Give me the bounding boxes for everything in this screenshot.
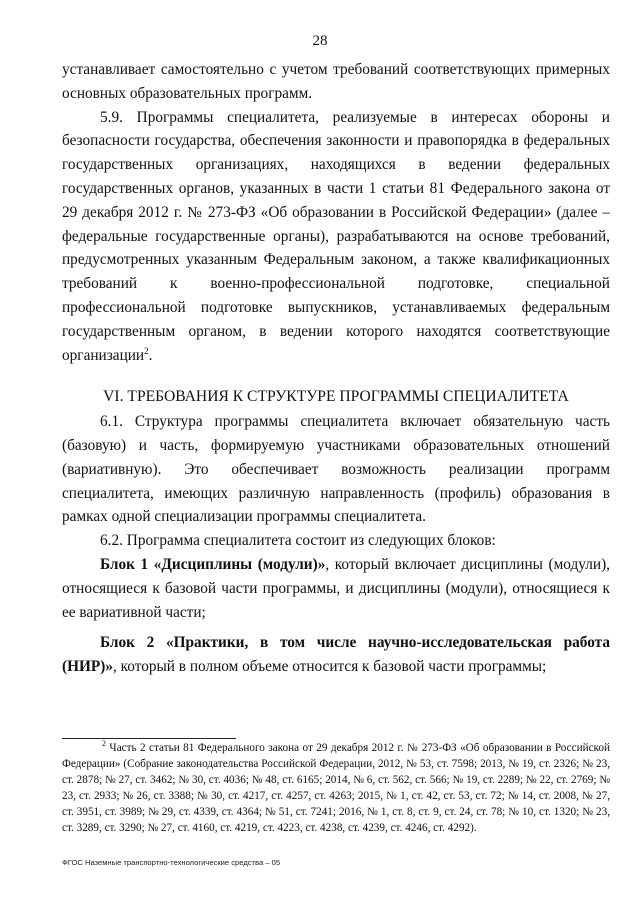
paragraph-6-1 [62,410,610,529]
paragraph-text: , который включает дисциплины (модули), относящиеся к базовой части программы, и дисциплины (модули), относящиеся к ее вариативной части; [62,555,610,621]
paragraph-text: 5.9. Программы специалитета, реализуемые в интересах обороны и безопасности государства, обеспечения законности и правопорядка в федеральных государственных организациях, находящихся в ведении федеральных государственных органов, указанных в части 1 статьи 81 Федерального закона от 29 декабря 2012 г. № 273-ФЗ «Об образовании в Российской Федерации» (далее – федеральные государственные органы), разрабатываются на основе требований, предусмотренных указанным Федеральным законом, а также квалификационных требований к военно-профессиональной подготовке, специальной профессиональной подготовке выпускников, устанавливаемых федеральным государственным органом, в ведении которого находятся соответствующие организации [62,108,610,364]
paragraph-text: 6.1. Структура программы специалитета включает обязательную часть (базовую) и часть, формируемую участниками образовательных отношений (вариативную). Это обеспечивает возможность реализации программ специалитета, имеющих различную направленность (профиль) образования в рамках одной специализации программы специалитета. [62,413,610,526]
main-text [62,58,610,679]
footnote-reference: 2 [144,345,149,356]
footnote-separator [62,738,236,739]
section-heading: VI. ТРЕБОВАНИЯ К СТРУКТУРЕ ПРОГРАММЫ СПЕЦИАЛИТЕТА [103,388,569,406]
footnote-mark: 2 [102,739,106,748]
footnote [62,741,610,836]
paragraph-text: , который в полном объеме относится к базовой части программы; [112,658,547,676]
block-1-title: Блок 1 «Дисциплины (модули)» [100,555,326,573]
paragraph-5-9 [62,106,610,368]
block-2-title: Блок 2 «Практики, в том числе научно-исследовательская работа (НИР)» [62,634,610,676]
paragraph-block-2 [62,631,610,679]
paragraph-text: 6.2. Программа специалитета состоит из следующих блоков: [100,532,496,550]
page-number: 28 [312,33,328,49]
paragraph-text: устанавливает самостоятельно с учетом требований соответствующих примерных основных образовательных программ. [62,61,610,102]
paragraph-block-1 [62,553,610,624]
footnote-text: Часть 2 статьи 81 Федерального закона от 29 декабря 2012 г. № 273-ФЗ «Об образовании в Российской Федерации» (Собрание законодательства Российской Федерации, 2012, № 53, ст. 7598; 2013, № 19, ст. 2326; № 23, ст. 2878; № 27, ст. 3462; № 30, ст. 4036; № 48, ст. 6165; 2014, № 6, ст. 562, ст. 566; № 19, ст. 2289; № 22, ст. 2769; № 23, ст. 2933; № 26, ст. 3388; № 30, ст. 4217, ст. 4257, ст. 4263; 2015, № 1, ст. 42, ст. 53, ст. 72; № 14, ст. 2008, № 27, ст. 3951, ст. 3989; № 29, ст. 4339, ст. 4364; № 51, ст. 7241; 2016, № 1, ст. 8, ст. 9, ст. 24, ст. 78; № 10, ст. 1320; № 23, ст. 3289, ст. 3290; № 27, ст. 4160, ст. 4219, ст. 4223, ст. 4238, ст. 4239, ст. 4246, ст. 4292). [62,742,610,834]
paragraph-end: . [148,346,153,364]
page-footer: ФГОС Наземные транспортно-технологические средства – 05 [62,858,281,867]
paragraph-continuation [62,58,610,106]
paragraph-6-2 [62,529,610,553]
